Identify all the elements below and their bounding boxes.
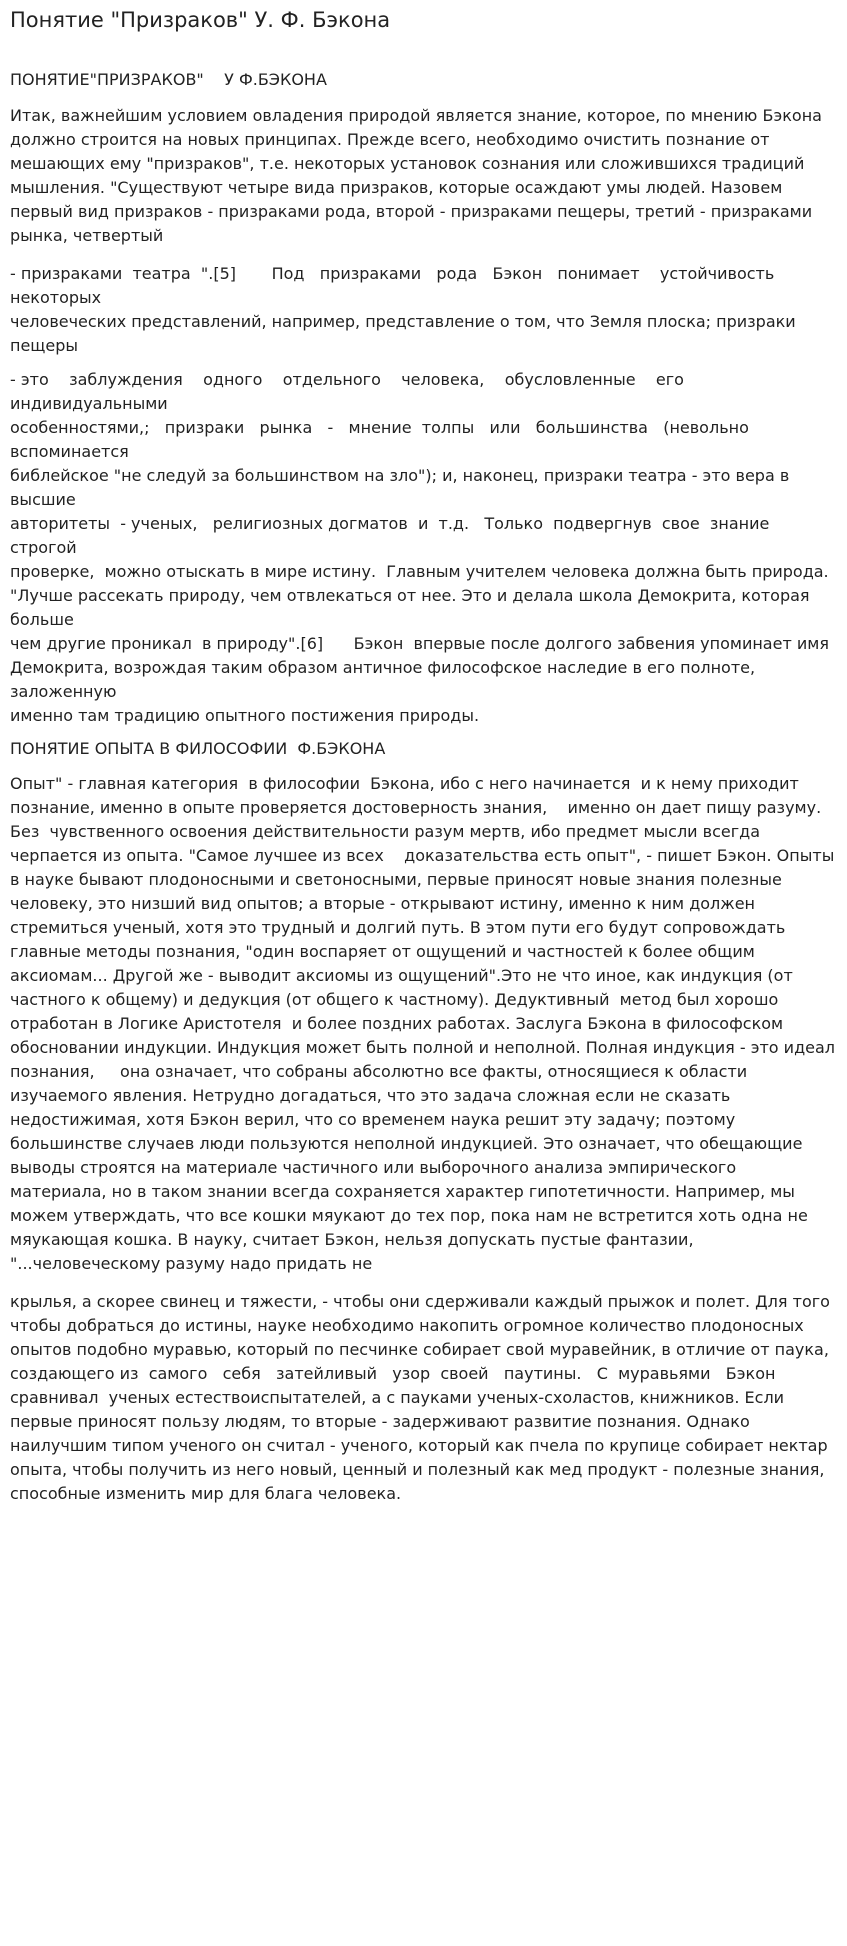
section-heading-ghosts: ПОНЯТИЕ"ПРИЗРАКОВ" У Ф.БЭКОНА [10,70,327,90]
paragraph-ghosts-intro: Итак, важнейшим условием овладения природой является знание, которое, по мнению Бэкона должно строится на новых принципах. Прежде всего, необходимо очистить познание от мешающих ему "призраков", т.е. некоторых установок сознания или сложившихся традиций мышления. "Существуют четыре вида призраков, которые осаждают умы людей. Назовем первый вид призраков - призраками рода, второй - призраками пещеры, третий - призраками рынка, четвертый [10,105,828,245]
ghosts-lines-block [10,262,837,728]
text-line: - это заблуждения одного отдельного человека, обусловленные его индивидуальными [10,369,705,413]
text-line: Демокрита, возрождая таким образом античное философское наследие в его полноте, заложенную [10,657,761,701]
text-line: именно там традицию опытного постижения природы. [10,705,480,725]
section-heading-experience: ПОНЯТИЕ ОПЫТА В ФИЛОСОФИИ Ф.БЭКОНА [10,738,386,758]
section-experience [10,738,841,1506]
text-line: проверке, можно отыскать в мире истину. Главным учителем человека должна быть природа. [10,561,829,581]
text-line: - призраками театра ".[5] Под призраками рода Бэкон понимает устойчивость некоторых [10,263,790,307]
paragraph-experience-main: Опыт" - главная категория в философии Бэкона, ибо с него начинается и к нему приходит познание, именно в опыте проверяется достоверность знания, именно он дает пищу разуму. Без чувственного освоения действительности разум мертв, ибо предмет мысли всегда черпается из опыта. "Самое лучшее из всех доказательства есть опыт", - пишет Бэкон. Опыты в науке бывают плодоносными и светоносными, первые приносят новые знания полезные человеку, это низший вид опытов; а вторые - открывают истину, именно к ним должен стремиться ученый, хотя это трудный и долгий путь. В этом пути его будут сопровождать главные методы познания, "один воспаряет от ощущений и частностей к более общим аксиомам... Другой же - выводит аксиомы из ощущений".Это не что иное, как индукция (от частного к общему) и дедукция (от общего к частному). Дедуктивный метод был хорошо отработан в Логике Аристотеля и более поздних работах. Заслуга Бэкона в философском обосновании индукции. Индукция может быть полной и неполной. Полная индукция - это идеал познания, она означает, что собраны абсолютно все факты, относящиеся к области изучаемого явления. Нетрудно догадаться, что это задача сложная если не сказать недостижимая, хотя Бэкон верил, что со временем наука решит эту задачу; поэтому большинстве случаев люди пользуются неполной индукцией. Это означает, что обещающие выводы строятся на материале частичного или выборочного анализа эмпирического материала, но в таком знании всегда сохраняется характер гипотетичности. Например, мы можем утверждать, что все кошки мяукают до тех пор, пока нам не встретится хоть одна не мяукающая кошка. В науку, считает Бэкон, нельзя допускать пустые фантазии, "...человеческому разуму надо придать не [10,773,841,1273]
text-line: особенностями,; призраки рынка - мнение толпы или большинства (невольно вспоминается [10,417,765,461]
page-title: Понятие "Призраков" У. Ф. Бэкона [10,8,391,32]
text-line: чем другие проникал в природу".[6] Бэкон впервые после долгого забвения упоминает имя [10,633,829,653]
paragraph-experience-conclusion: крылья, а скорее свинец и тяжести, - чтобы они сдерживали каждый прыжок и полет. Для того чтобы добраться до истины, науке необходимо накопить огромное количество плодоносных опытов подобно муравью, который по песчинке собирает свой муравейник, в отличие от паука, создающего из самого себя затейливый узор своей паутины. С муравьями Бэкон сравнивал ученых естествоиспытателей, а с пауками ученых-схоластов, книжников. Если первые приносят пользу людям, то вторые - задерживают развитие познания. Однако наилучшим типом ученого он считал - ученого, который как пчела по крупице собирает нектар опыта, чтобы получить из него новый, ценный и полезный как мед продукт - полезные знания, способные изменить мир для блага человека. [10,1291,836,1503]
section-ghosts [10,69,837,727]
text-line: библейское "не следуй за большинством на зло"); и, наконец, призраки театра - это вера в высшие [10,465,795,509]
text-line: человеческих представлений, например, представление о том, что Земля плоска; призраки пещеры [10,311,801,355]
text-line: "Лучше рассекать природу, чем отвлекаться от нее. Это и делала школа Демокрита, которая больше [10,585,815,629]
text-line: авторитеты - ученых, религиозных догматов и т.д. Только подвергнув свое знание строгой [10,513,775,557]
